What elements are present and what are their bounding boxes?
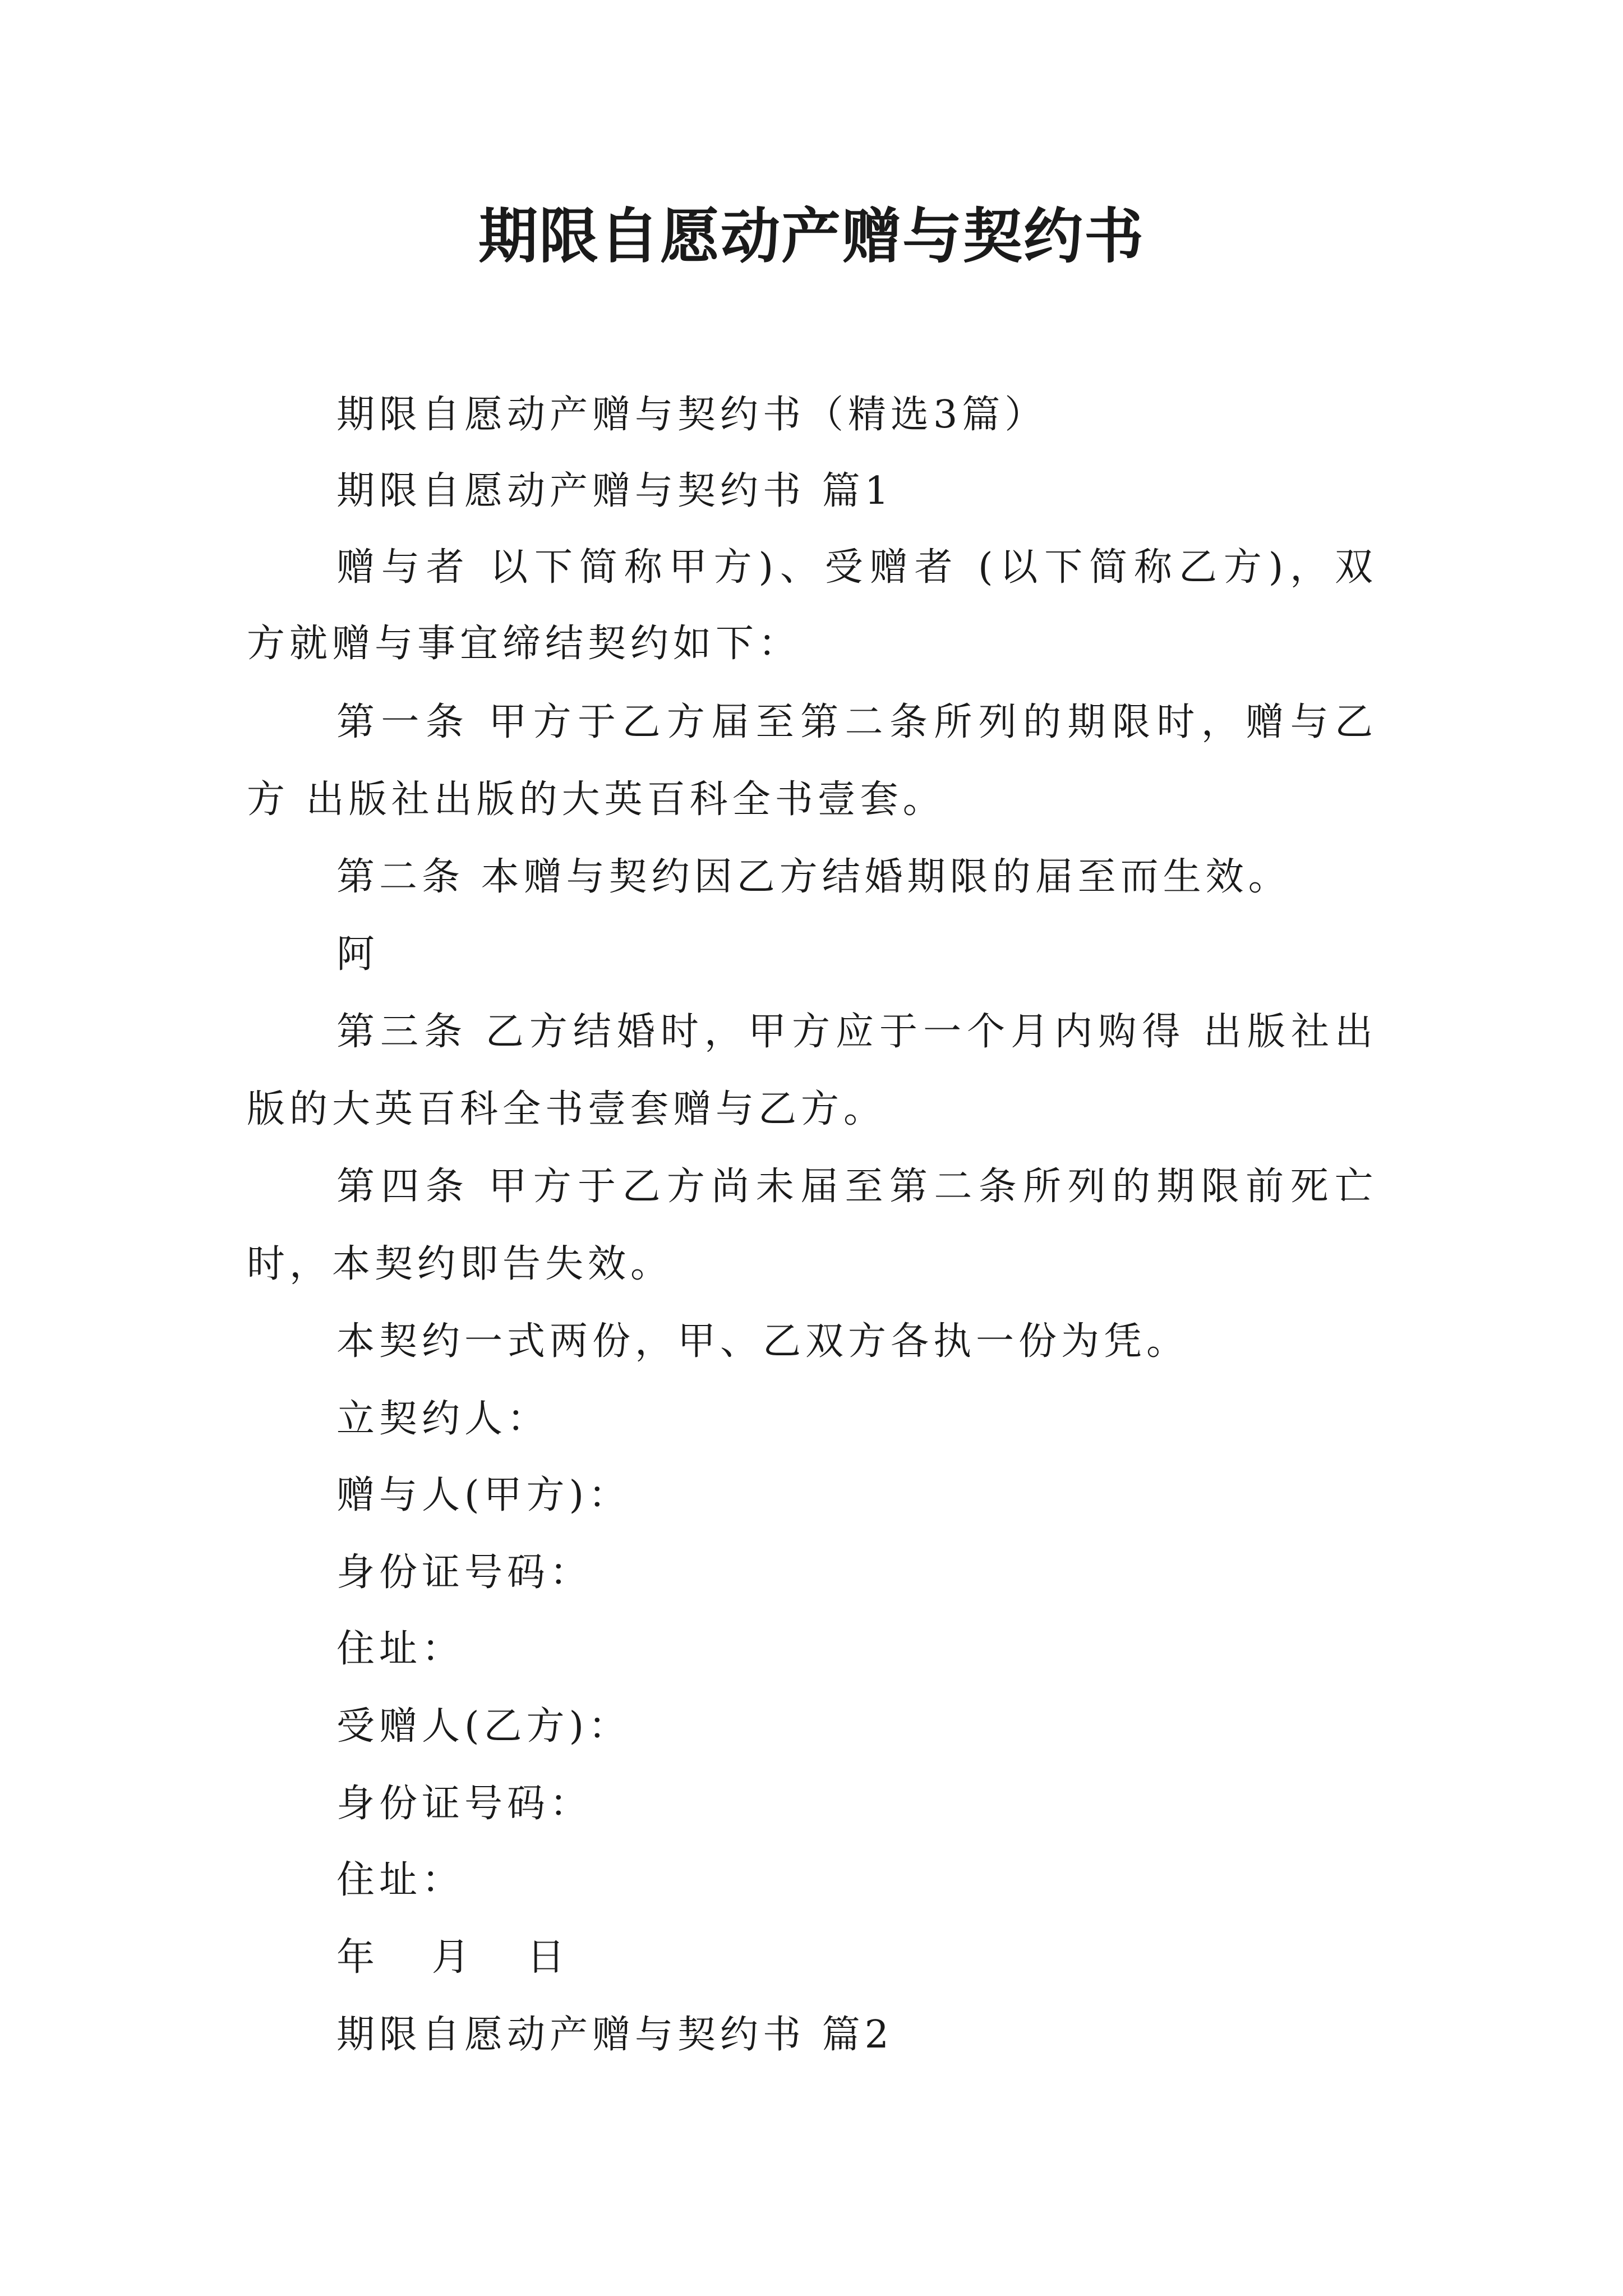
paragraph-line: 第一条 甲方于乙方届至第二条所列的期限时，赠与乙 (336, 700, 1376, 744)
id-number-label: 身份证号码： (336, 1782, 593, 1826)
section-heading-1: 期限自愿动产赠与契约书 篇1 (336, 469, 893, 513)
id-number-label: 身份证号码： (336, 1550, 593, 1595)
date-line: 年 月 日 (336, 1935, 588, 1980)
paragraph-line: 赠与者 以下简称甲方)、受赠者 (以下简称乙方)，双 (336, 545, 1376, 590)
paragraph-line: 第二条 本赠与契约因乙方结婚期限的届至而生效。 (336, 855, 1291, 899)
paragraph-line: 版的大英百科全书壹套赠与乙方。 (247, 1087, 887, 1131)
signature-label: 立契约人： (336, 1397, 550, 1441)
paragraph-line: 第三条 乙方结婚时，甲方应于一个月内购得 出版社出 (336, 1010, 1376, 1054)
address-label: 住址： (336, 1627, 465, 1671)
section-heading-2: 期限自愿动产赠与契约书 篇2 (336, 2013, 893, 2057)
paragraph-line: 第四条 甲方于乙方尚未届至第二条所列的期限前死亡 (336, 1165, 1376, 1209)
paragraph-line: 方就赠与事宜缔结契约如下： (247, 622, 801, 666)
paragraph-line: 方 出版社出版的大英百科全书壹套。 (247, 777, 946, 822)
subtitle-line: 期限自愿动产赠与契约书（精选3篇） (336, 393, 1048, 437)
address-label: 住址： (336, 1858, 465, 1902)
donor-label: 赠与人(甲方)： (336, 1473, 631, 1517)
paragraph-line: 本契约一式两份，甲、乙双方各执一份为凭。 (336, 1319, 1189, 1364)
recipient-label: 受赠人(乙方)： (336, 1704, 631, 1749)
paragraph-line: 阿 (336, 932, 380, 977)
document-title: 期限自愿动产赠与契约书 (478, 202, 1145, 271)
paragraph-line: 时，本契约即告失效。 (247, 1242, 674, 1286)
